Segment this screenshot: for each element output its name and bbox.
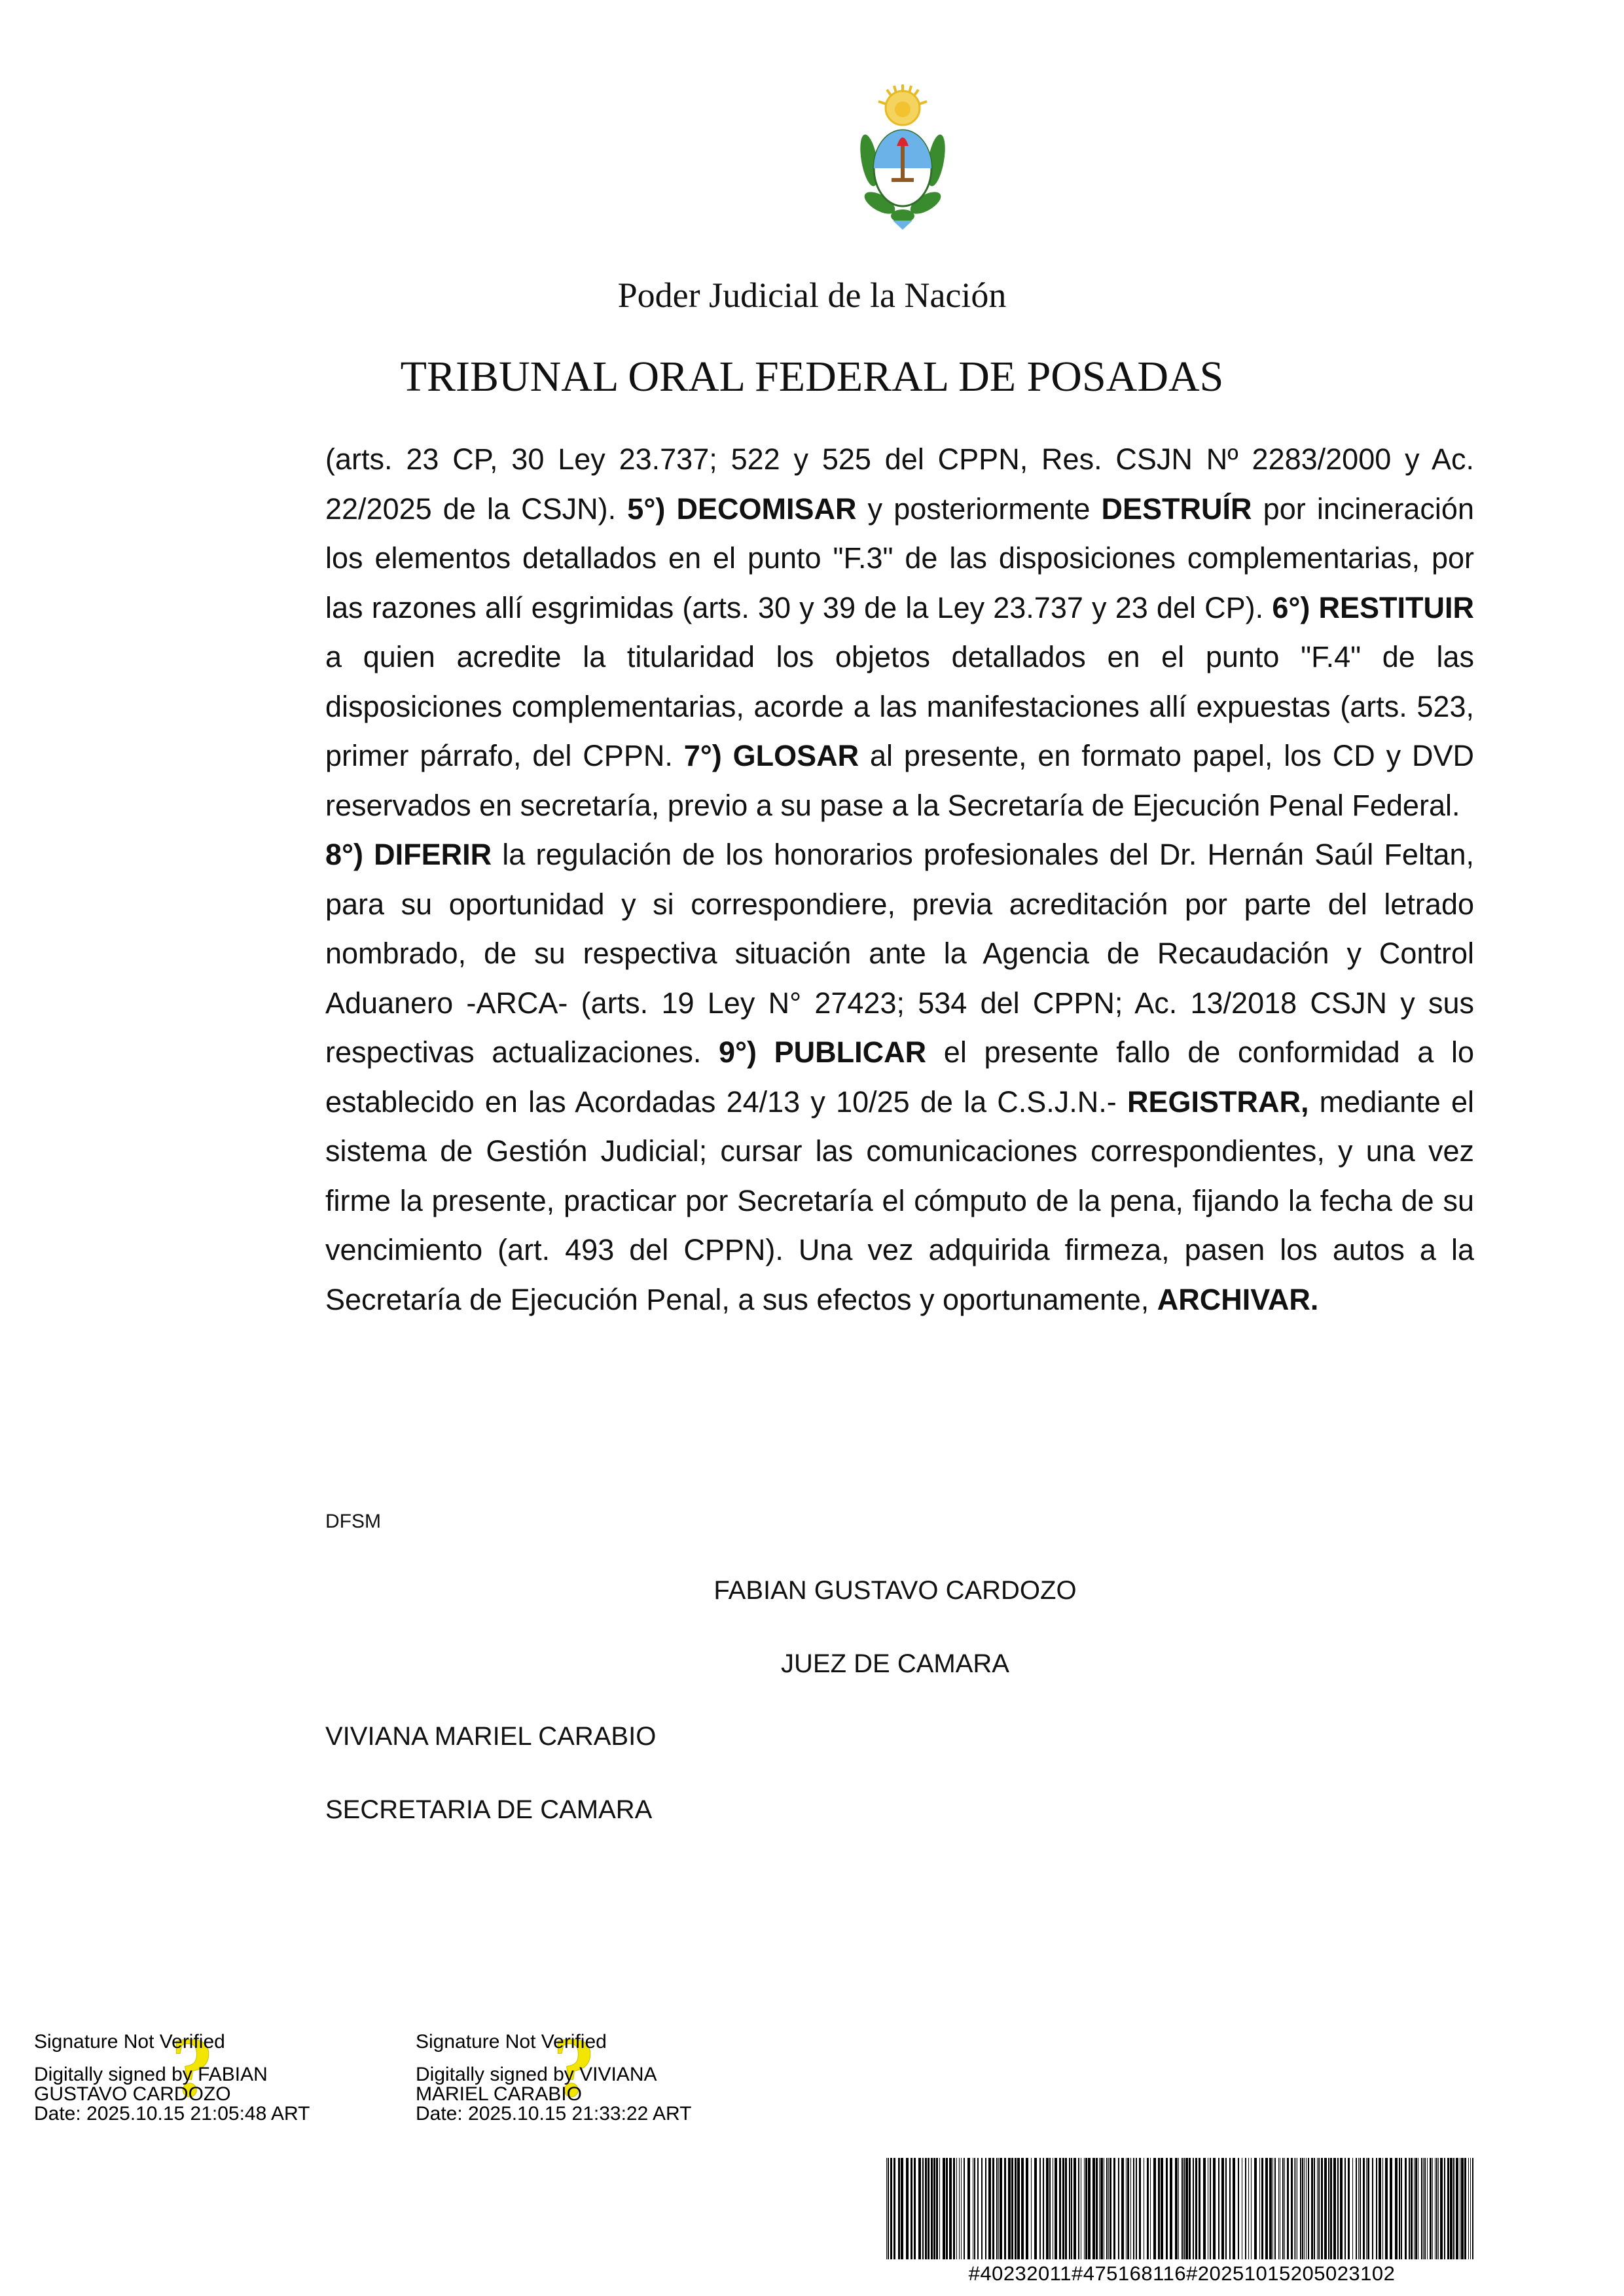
barcode-bar [1021,2158,1024,2259]
barcode-bar [1221,2158,1224,2259]
barcode-bar [1100,2158,1103,2259]
barcode-bar [1424,2158,1426,2259]
barcode-bar [1348,2158,1350,2259]
barcode-bar [1366,2158,1367,2259]
barcode-bar [925,2158,927,2259]
barcode-bar [1099,2158,1100,2259]
barcode-bar [1127,2158,1129,2259]
barcode-bar [1092,2158,1095,2259]
destruir-bold: DESTRUÍR [1101,492,1252,526]
secretary-name: VIVIANA MARIEL CARABIO [325,1722,657,1751]
barcode-bar [974,2158,975,2259]
barcode-bar [988,2158,991,2259]
stamp-signer-line2: GUSTAVO CARDOZO [34,2083,231,2105]
barcode-bar [1415,2158,1417,2259]
barcode-bar [1333,2158,1336,2259]
item-6-restituir: 6°) RESTITUIR [1272,590,1474,624]
document-barcode [885,2158,1479,2259]
barcode-bar [1470,2158,1471,2259]
resolution-text [325,435,1474,1324]
institution-header: Poder Judicial de la Nación [617,276,1007,315]
barcode-bar [1399,2158,1400,2259]
barcode-bar [1046,2158,1049,2259]
barcode-bar [888,2158,889,2259]
barcode-bar [1306,2158,1307,2259]
barcode-bar [939,2158,940,2259]
stamp-signer-line2: MARIEL CARABIO [416,2083,582,2105]
coat-of-arms-emblem [854,82,952,236]
author-initials: DFSM [325,1511,381,1532]
barcode-bar [964,2158,965,2259]
barcode-bar [1166,2158,1168,2259]
barcode-bar [943,2158,945,2259]
sun-rays [878,84,927,125]
barcode-bar [1248,2158,1249,2259]
barcode-bar [1000,2158,1002,2259]
barcode-bar [1444,2158,1445,2259]
barcode-bar [1287,2158,1289,2259]
text-segment: (arts. 23 CP, 30 Ley 23.737; 522 y 525 del CPPN, Res. CSJN Nº 2283/2000 y Ac. 22/2025 de la CSJN). [325,442,1474,526]
barcode-bar [1011,2158,1013,2259]
barcode-bar [1113,2158,1115,2259]
barcode-bar [1189,2158,1191,2259]
barcode-bar [1136,2158,1137,2259]
barcode-bar [906,2158,909,2259]
barcode-bar [1447,2158,1449,2259]
barcode-bar [1337,2158,1339,2259]
barcode-bar [1185,2158,1188,2259]
barcode-bar [1421,2158,1422,2259]
judge-title: JUEZ DE CAMARA [781,1649,1009,1678]
barcode-bar [1401,2158,1402,2259]
barcode-bar [1161,2158,1163,2259]
barcode-bar [1182,2158,1183,2259]
barcode-bar [1225,2158,1227,2259]
barcode-bar [956,2158,957,2259]
barcode-bar [1071,2158,1072,2259]
stamp-date: Date: 2025.10.15 21:33:22 ART [416,2103,692,2125]
barcode-bar [1062,2158,1064,2259]
barcode-bar [1300,2158,1301,2259]
archivar-bold: ARCHIVAR. [1157,1282,1319,1316]
barcode-bar [961,2158,962,2259]
barcode-bar [1110,2158,1111,2259]
barcode-bar [1352,2158,1353,2259]
barcode-bar [1199,2158,1200,2259]
barcode-bar [1278,2158,1279,2259]
barcode-bar [1379,2158,1381,2259]
barcode-bar [1059,2158,1061,2259]
barcode-bar [1229,2158,1231,2259]
barcode-bar [1324,2158,1327,2259]
barcode-bar [1317,2158,1318,2259]
barcode-bar [1385,2158,1388,2259]
stamp-date: Date: 2025.10.15 21:05:48 ART [34,2103,310,2125]
barcode-bar [1311,2158,1313,2259]
barcode-bar [1468,2158,1469,2259]
barcode-bar [1427,2158,1428,2259]
stamp-status: Signature Not Verified [34,2031,225,2053]
barcode-bar [977,2158,979,2259]
barcode-bar [901,2158,903,2259]
judge-name: FABIAN GUSTAVO CARDOZO [713,1576,1077,1605]
barcode-bar [918,2158,921,2259]
barcode-bar [1314,2158,1315,2259]
barcode-bar [953,2158,955,2259]
item-9-publicar: 9°) PUBLICAR [719,1035,927,1069]
barcode-bar [1039,2158,1041,2259]
stamp-signer-line1: Digitally signed by VIVIANA [416,2064,657,2085]
barcode-bar [959,2158,960,2259]
barcode-bar [1251,2158,1252,2259]
barcode-bar [1031,2158,1032,2259]
barcode-bar [1017,2158,1020,2259]
barcode-bar [1118,2158,1119,2259]
item-7-glosar: 7°) GLOSAR [683,739,859,772]
barcode-bar [1405,2158,1407,2259]
barcode-bar [1195,2158,1197,2259]
barcode-bar [1108,2158,1109,2259]
barcode-bar [1218,2158,1219,2259]
barcode-bar [1178,2158,1179,2259]
barcode-bar [1139,2158,1141,2259]
barcode-bar [949,2158,952,2259]
barcode-bar [1308,2158,1309,2259]
item-5-decomisar: 5°) DECOMISAR [627,492,857,526]
barcode-bar [1043,2158,1044,2259]
ribbon [893,221,912,230]
barcode-bar [1423,2158,1424,2259]
barcode-bar [890,2158,892,2259]
barcode-bar [1360,2158,1361,2259]
barcode-bar [1438,2158,1439,2259]
barcode-bar [928,2158,929,2259]
barcode-bar [981,2158,983,2259]
barcode-bar [1265,2158,1268,2259]
barcode-bar [1254,2158,1257,2259]
barcode-bar [1274,2158,1276,2259]
barcode-bar [1055,2158,1057,2259]
text-segment: la regulación de los honorarios profesionales del Dr. Hernán Saúl Feltan, para su oportunidad y si correspondiere, previa acreditación por parte del letrado nombrado, de su respectiva situación ante la Agencia de Recaudación y Control Aduanero -ARCA- (arts. 19 Ley N° 27423; 534 del CPPN; Ac. 13/2018 CSJN y sus respectivas actualizaciones. [325,838,1474,1069]
barcode-bar [998,2158,999,2259]
barcode-bar [1096,2158,1098,2259]
barcode-bar [1193,2158,1194,2259]
barcode-bar [1158,2158,1160,2259]
barcode-bar [1436,2158,1437,2259]
barcode-bar [1464,2158,1466,2259]
barcode-bar [1295,2158,1296,2259]
signature-stamp-judge[interactable] [34,2027,310,2125]
stamp-signer-line1: Digitally signed by FABIAN [34,2064,268,2085]
barcode-bar [1245,2158,1246,2259]
barcode-bar [898,2158,900,2259]
barcode-bar [1302,2158,1303,2259]
svg-text:?: ? [171,2027,214,2106]
barcode-bar [1363,2158,1365,2259]
barcode-bar [1088,2158,1091,2259]
barcode-bar [1213,2158,1216,2259]
court-title: TRIBUNAL ORAL FEDERAL DE POSADAS [400,353,1224,401]
barcode-bar [1409,2158,1410,2259]
barcode-bar [1170,2158,1172,2259]
barcode-bar [996,2158,998,2259]
barcode-bar [1126,2158,1127,2259]
barcode-bar [911,2158,912,2259]
barcode-bar [1328,2158,1329,2259]
barcode-bar [1259,2158,1260,2259]
barcode-bar [1284,2158,1285,2259]
barcode-bar [1291,2158,1293,2259]
barcode-code: #40232011#475168116#20251015205023102 [968,2262,1396,2285]
barcode-bar [1372,2158,1373,2259]
barcode-bar [886,2158,887,2259]
barcode-bar [1321,2158,1323,2259]
barcode-bar [1130,2158,1131,2259]
barcode-bar [1026,2158,1028,2259]
signature-stamp-secretary[interactable] [416,2027,692,2125]
barcode-bar [1395,2158,1398,2259]
barcode-bar [1382,2158,1383,2259]
barcode-bar [967,2158,970,2259]
barcode-bar [893,2158,895,2259]
shield [874,130,931,206]
registrar-bold: REGISTRAR, [1127,1085,1309,1119]
barcode-bar [1069,2158,1070,2259]
barcode-bar [1432,2158,1433,2259]
barcode-bar [1121,2158,1124,2259]
text-segment: mediante el sistema de Gestión Judicial; cursar las comunicaciones correspondientes, y una vez firme la presente, practicar por Secretaría el cómputo de la pena, fijando la fecha de su vencimiento (art. 493 del CPPN). Una vez adquirida firmeza, pasen los autos a la Secretaría de Ejecución Penal, a sus efectos y oportunamente, [325,1085,1475,1316]
barcode-bar [1344,2158,1346,2259]
text-segment: a quien acredite la titularidad los objetos detallados en el punto "F.4" de las disposiciones complementarias, acorde a las manifestaciones allí expuestas (arts. 523, primer párrafo, del CPPN. [325,640,1474,772]
barcode-bar [946,2158,948,2259]
text-segment: y posteriormente [856,492,1102,526]
barcode-bar [1004,2158,1006,2259]
barcode-bar [1330,2158,1332,2259]
barcode-bar [1294,2158,1295,2259]
barcode-bar [1015,2158,1017,2259]
barcode-bar [1318,2158,1320,2259]
text-segment: por incineración los elementos detallados en el punto "F.3" de las disposiciones complementarias, por las razones allí esgrimidas (arts. 30 y 39 de la Ley 23.737 y 23 del CP). [325,492,1474,624]
text-segment: al presente, en formato papel, los CD y DVD reservados en secretaría, previo a su pase a la Secretaría de Ejecución Penal Federal. [325,739,1474,822]
barcode-bar [1065,2158,1067,2259]
barcode-bar [1461,2158,1464,2259]
barcode-bar [1358,2158,1359,2259]
barcode-bar [1238,2158,1239,2259]
barcode-bar [1233,2158,1235,2259]
barcode-bar [1175,2158,1178,2259]
barcode-bar [1390,2158,1392,2259]
barcode-bar [1414,2158,1415,2259]
barcode-bar [933,2158,935,2259]
stamp-status: Signature Not Verified [416,2031,607,2053]
barcode-bar [1440,2158,1443,2259]
barcode-bar [1430,2158,1432,2259]
barcode-bar [1269,2158,1272,2259]
barcode-bar [1456,2158,1458,2259]
barcode-bar [1084,2158,1085,2259]
barcode-bar [1203,2158,1206,2259]
barcode-bar [1074,2158,1076,2259]
barcode-bar [1272,2158,1273,2259]
barcode-bar [1085,2158,1087,2259]
barcode-bar [1367,2158,1369,2259]
barcode-bar [985,2158,986,2259]
barcode-bar [1411,2158,1413,2259]
barcode-bar [992,2158,994,2259]
barcode-bar [1282,2158,1284,2259]
barcode-bar [1183,2158,1185,2259]
text-segment: el presente fallo de conformidad a lo establecido en las Acordadas 24/13 y 10/25 de la C.S.J.N.- [325,1035,1474,1119]
barcode-bar [936,2158,938,2259]
barcode-bar [1210,2158,1211,2259]
svg-text:?: ? [552,2027,596,2106]
barcode-bar [1034,2158,1037,2259]
barcode-bar [1261,2158,1263,2259]
barcode-bar [1106,2158,1108,2259]
barcode-bar [1150,2158,1151,2259]
barcode-bar [1304,2158,1305,2259]
barcode-bar [1049,2158,1051,2259]
barcode-bar [1340,2158,1343,2259]
barcode-bar [1147,2158,1149,2259]
barcode-bar [922,2158,924,2259]
secretary-title: SECRETARIA DE CAMARA [325,1795,653,1824]
barcode-bar [1472,2158,1473,2259]
barcode-bar [1376,2158,1377,2259]
item-8-diferir: 8°) DIFERIR [325,838,492,871]
barcode-bar [931,2158,933,2259]
barcode-bar [1078,2158,1079,2259]
barcode-bar [1453,2158,1454,2259]
barcode-bar [1008,2158,1011,2259]
barcode-bar [914,2158,916,2259]
barcode-bar [1153,2158,1156,2259]
barcode-bar [1450,2158,1453,2259]
barcode-bar [1356,2158,1357,2259]
barcode-bar [1133,2158,1134,2259]
